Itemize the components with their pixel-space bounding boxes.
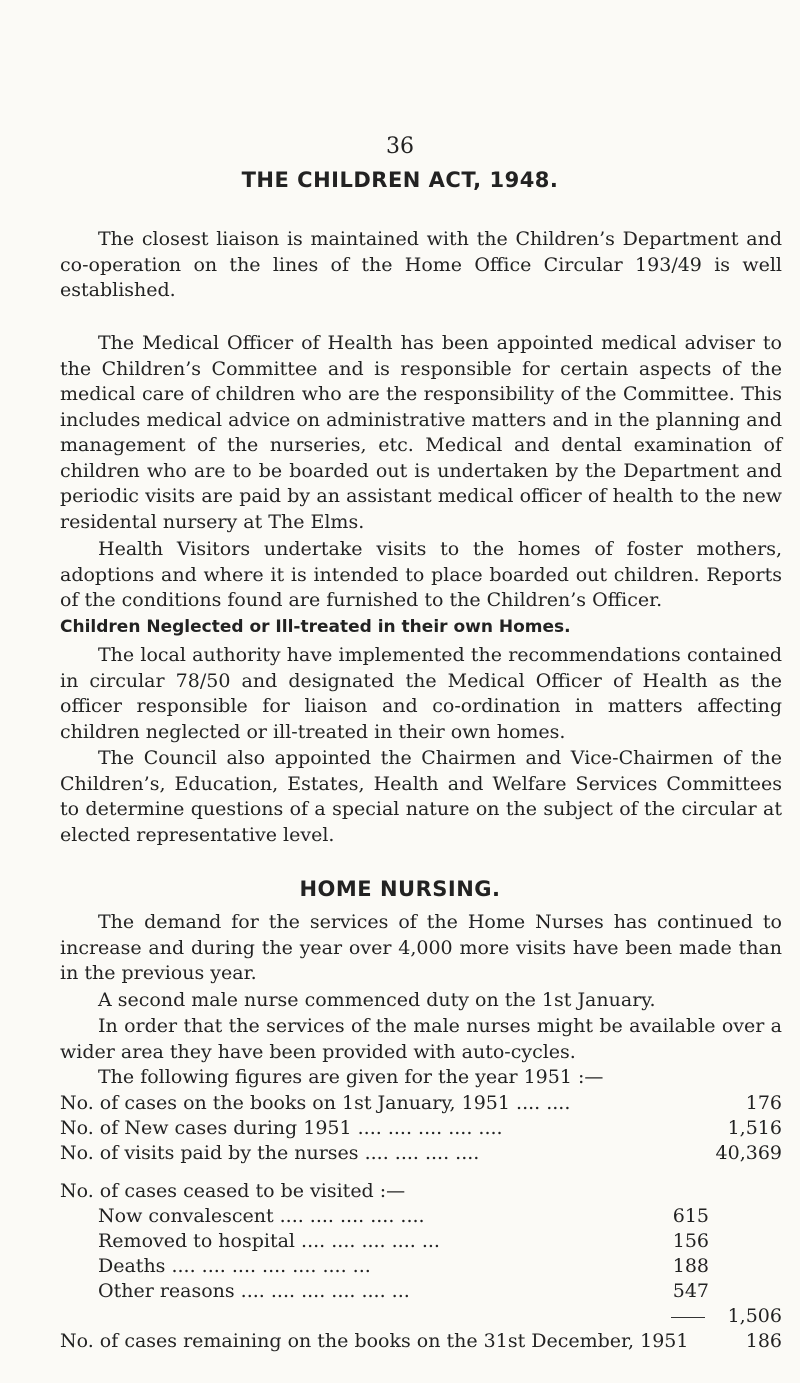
table-row-value: 40,369 [715, 1142, 782, 1164]
ceased-row-label: Now convalescent .... .... .... .... .... [98, 1205, 425, 1227]
table-row-label: No. of New cases during 1951 .... .... .... .... .... [60, 1117, 503, 1139]
table-row-label: No. of cases on the books on 1st January, 1951 .... .... [60, 1092, 571, 1114]
section-title-home-nursing: HOME NURSING. [299, 877, 501, 901]
remaining-label: No. of cases remaining on the books on the 31st December, 1951 [60, 1330, 689, 1352]
figures-intro: The following figures are given for the year 1951 :— [98, 1066, 604, 1088]
ceased-row-label: Removed to hospital .... .... .... .... ... [98, 1230, 440, 1252]
paragraph-health-visitors: Health Visitors undertake visits to the homes of foster mothers, adoptions and where it is intended to place boarded out children. Reports of the conditions found are furnished to the Children’s Officer. [60, 538, 782, 611]
ceased-row-value: 156 [672, 1230, 709, 1252]
paragraph-council: The Council also appointed the Chairmen and Vice-Chairmen of the Children’s, Education, Estates, Health and Welfare Services Committees to determine questions of a special nature on the subject of the circular at elected representative level. [60, 747, 782, 846]
paragraph-auto-cycles: In order that the services of the male nurses might be available over a wider area they have been provided with auto-cycles. [60, 1015, 782, 1063]
ceased-row-value: 547 [672, 1280, 709, 1302]
table-row-value: 176 [745, 1092, 782, 1114]
ceased-heading: No. of cases ceased to be visited :— [60, 1180, 406, 1202]
ceased-row-label: Deaths .... .... .... .... .... .... ... [98, 1255, 371, 1277]
remaining-value: 186 [745, 1330, 782, 1352]
table-row-label: No. of visits paid by the nurses .... .... .... .... [60, 1142, 480, 1164]
ceased-total-value: 1,506 [727, 1305, 782, 1327]
section-title-children-act: THE CHILDREN ACT, 1948. [241, 168, 559, 192]
ceased-row-value: 615 [672, 1205, 709, 1227]
page-number: 36 [386, 134, 414, 159]
paragraph-liaison: The closest liaison is maintained with the Children’s Department and co-operation on the lines of the Home Office Circular 193/49 is well established. [60, 228, 782, 301]
paragraph-demand: The demand for the services of the Home Nurses has continued to increase and during the year over 4,000 more visits have been made than in the previous year. [60, 911, 782, 984]
subtotal-rule [671, 1317, 705, 1318]
paragraph-male-nurse: A second male nurse commenced duty on the 1st January. [98, 989, 656, 1011]
ceased-row-label: Other reasons .... .... .... .... .... ... [98, 1280, 410, 1302]
table-row-value: 1,516 [727, 1117, 782, 1139]
ceased-row-value: 188 [672, 1255, 709, 1277]
paragraph-local-authority: The local authority have implemented the recommendations contained in circular 78/50 and designated the Medical Officer of Health as the officer responsible for liaison and co-ordination in matters affecting children neglected or ill-treated in their own homes. [60, 644, 782, 743]
paragraph-medical-officer: The Medical Officer of Health has been appointed medical adviser to the Children’s Committee and is responsible for certain aspects of the medical care of children who are the responsibility of the Committee. This includes medical advice on administrative matters and in the planning and management of the nurseries, etc. Medical and dental examination of children who are to be boarded out is undertaken by the Department and periodic visits are paid by an assistant medical officer of health to the new residental nursery at The Elms. [60, 332, 782, 533]
subheading-neglected-children: Children Neglected or Ill-treated in their own Homes. [60, 617, 571, 637]
